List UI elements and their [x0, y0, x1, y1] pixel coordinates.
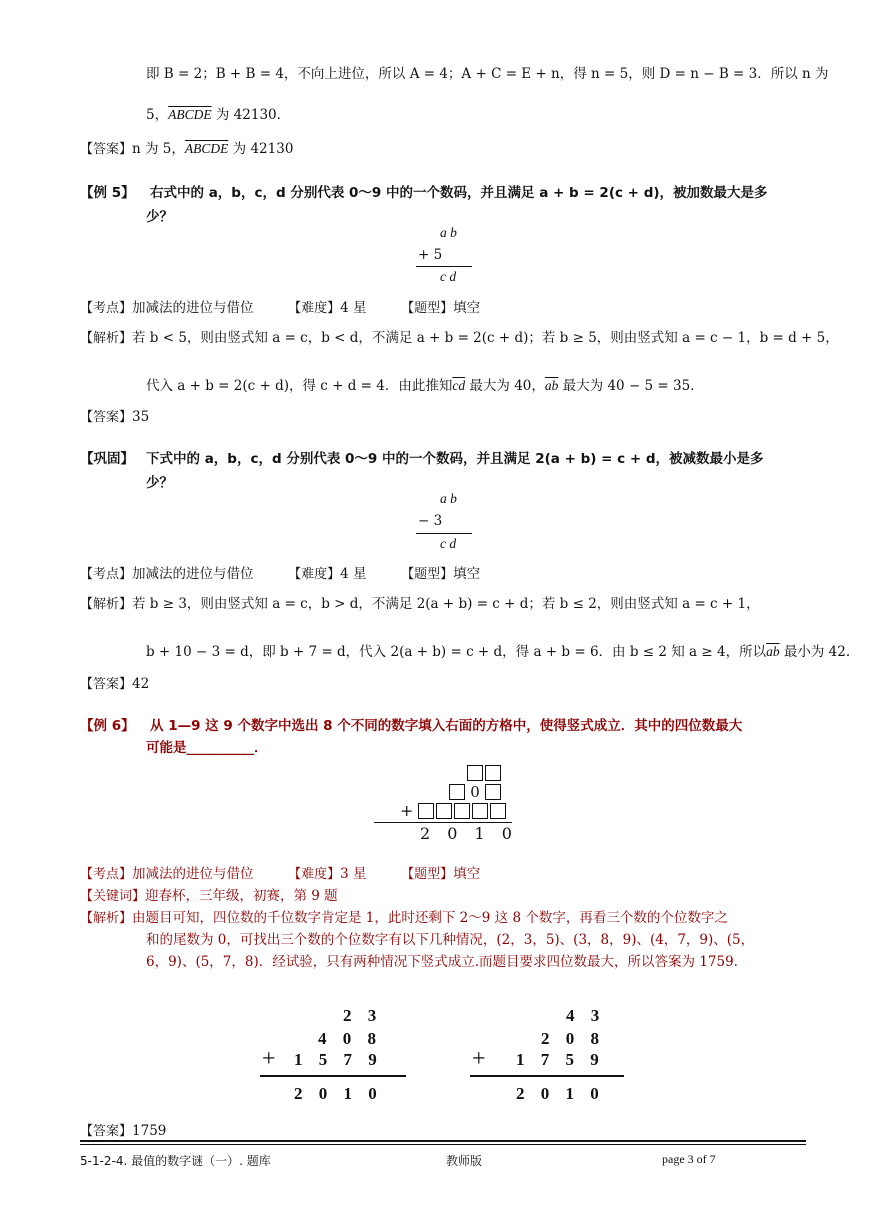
footer-rule-top: [80, 1140, 806, 1142]
example-6-meta: 【考点】加减法的进位与借位 【难度】3 星 【题型】填空: [80, 866, 481, 882]
example-6-analysis-line-3: 6，9)、(5，7，8)．经试验，只有两种情况下竖式成立.而题目要求四位数最大，所以答案为 1759.: [146, 954, 738, 970]
consolidation-answer: 【答案】42: [80, 676, 150, 692]
consolidation-label: 【巩固】: [80, 451, 134, 467]
example-5-label: 【例 5】: [80, 185, 135, 201]
puzzle-result: 2 0 1 0: [420, 824, 518, 843]
example-5-answer: 【答案】35: [80, 409, 150, 425]
example-5-meta: 【考点】加减法的进位与借位 【难度】4 星 【题型】填空: [80, 300, 481, 316]
example-5-question-line-2: 少？: [146, 209, 173, 225]
consolidation-question-line-2: 少？: [146, 475, 173, 491]
puzzle-row-1: [467, 764, 503, 781]
example-6-answer: 【答案】1759: [80, 1123, 167, 1139]
footer-page-number: page 3 of 7: [662, 1152, 716, 1166]
consolidation-analysis-line-1: 【解析】若 b ≥ 3，则由竖式知 a = c，b > d，不满足 2(a + b) = c + d；若 b ≤ 2，则由竖式知 a = c + 1，: [80, 596, 760, 612]
puzzle-row-2: 0: [449, 783, 503, 800]
example-6-question-line-2: 可能是__________．: [146, 740, 268, 756]
puzzle-row-3: [418, 802, 508, 819]
solution-continued-line-2: 5，ABCDE 为 42130．: [146, 107, 291, 123]
example-5-analysis-line-2: 代入 a + b = 2(c + d)，得 c + d = 4．由此推知$\overline{cd}$ 最大为 40，$\overline{ab}$ 最大为 40 − 5 = 35．: [146, 378, 704, 394]
consolidation-analysis-line-2: b + 10 − 3 = d，即 b + 7 = d，代入 2(a + b) = c + d，得 a + b = 6．由 b ≤ 2 知 a ≥ 4，所以$\overline{ab}$ 最小为 42.: [146, 644, 851, 660]
example-6-analysis-line-1: 【解析】由题目可知，四位数的千位数字肯定是 1，此时还剩下 2～9 这 8 个数字，再看三个数的个位数字之: [80, 910, 728, 926]
consolidation-question-line-1: 下式中的 a，b，c，d 分别代表 0～9 中的一个数码，并且满足 2(a + b) = c + d，被减数最小是多: [146, 451, 764, 467]
footer-rule-bottom: [80, 1144, 806, 1145]
solution-continued-line-1: 即 B = 2；B + B = 4，不向上进位，所以 A = 4；A + C = E + n，得 n = 5，则 D = n − B = 3．所以 n 为: [146, 66, 829, 82]
answer-line: 【答案】n 为 5，ABCDE 为 42130: [80, 141, 294, 157]
example-6-label: 【例 6】: [80, 718, 135, 734]
example-6-question-line-1: 从 1—9 这 9 个数字中选出 8 个不同的数字填入右面的方格中，使得竖式成立．其中的四位数最大: [150, 718, 743, 734]
example-6-analysis-line-2: 和的尾数为 0，可找出三个数的个位数字有以下几种情况，(2，3，5)、(3，8，9)、(4，7，9)、(5，: [146, 932, 755, 948]
footer-edition: 教师版: [446, 1154, 483, 1168]
example-5-analysis-line-1: 【解析】若 b < 5，则由竖式知 a = c，b < d，不满足 a + b = 2(c + d)；若 b ≥ 5，则由竖式知 a = c − 1，b = d + 5，: [80, 330, 839, 346]
example-5-question-line-1: 右式中的 a，b，c，d 分别代表 0～9 中的一个数码，并且满足 a + b = 2(c + d)，被加数最大是多: [150, 185, 768, 201]
example-6-keywords: 【关键词】迎春杯，三年级，初赛，第 9 题: [80, 888, 338, 904]
consolidation-meta: 【考点】加减法的进位与借位 【难度】4 星 【题型】填空: [80, 566, 481, 582]
footer-title: 5-1-2-4. 最值的数字谜（一）. 题库: [80, 1154, 271, 1168]
